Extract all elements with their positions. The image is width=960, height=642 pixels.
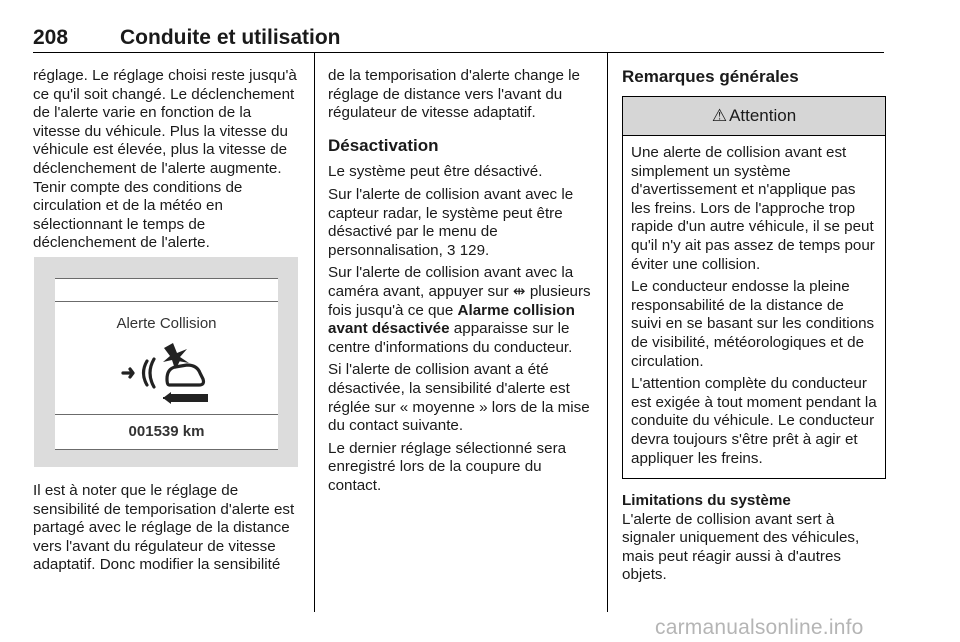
attention-paragraph-3: L'attention complète du conducteur est exigée à tout moment pendant la conduite du véhicule. Le conducteur devra toujours s'être prêt à agir et appliquer les freins. <box>631 375 877 467</box>
col2-paragraph-5: Si l'alerte de collision avant a été désactivée, la sensibilité d'alerte est réglée sur « moyenne » lors de la mise du contact suivante. <box>328 361 590 435</box>
button-icon: ⇹ <box>512 282 526 300</box>
col2-paragraph-4-text-a: Sur l'alerte de collision avant avec la caméra avant, appuyer sur <box>328 264 574 300</box>
page-reference-link[interactable]: 3 129. <box>447 241 490 259</box>
display-title: Alerte Collision <box>116 315 217 332</box>
display-panel <box>55 278 278 450</box>
page-number: 208 <box>33 26 69 49</box>
limitations-section <box>622 492 884 585</box>
display-line-top <box>55 301 278 302</box>
attention-paragraph-2: Le conducteur endosse la pleine responsabilité de la distance de suivi en se basant sur les conditions de visibilité, météorologiques et de circulation. <box>631 278 875 370</box>
deactivated-message: Alarme collision avant désactivée <box>328 301 575 338</box>
col2-paragraph-4 <box>328 264 593 357</box>
attention-body <box>623 136 885 478</box>
collision-alert-icon <box>117 339 217 411</box>
col2-paragraph-3 <box>328 186 593 260</box>
col2-paragraph-4-text-b: plusieurs fois jusqu'à ce que <box>328 282 591 319</box>
header-rule <box>33 52 884 53</box>
col2-paragraph-3-text: Sur l'alerte de collision avant avec le capteur radar, le système peut être désactivé par le menu de personnalisation, <box>328 185 574 259</box>
deactivation-heading: Désactivation <box>328 135 439 155</box>
remarks-heading: Remarques générales <box>622 67 799 86</box>
col2-paragraph-1: de la temporisation d'alerte change le réglage de distance vers l'avant du régulateur de vitesse adaptatif. <box>328 67 580 122</box>
col2-paragraph-2: Le système peut être désactivé. <box>328 163 543 181</box>
display-line-bottom <box>55 414 278 415</box>
attention-header <box>623 97 885 136</box>
column-2 <box>328 67 593 499</box>
odometer-readout: 001539 km <box>128 423 205 440</box>
col2-paragraph-6: Le dernier réglage sélectionné sera enregistré lors de la coupure du contact. <box>328 439 567 494</box>
col2-paragraph-4-text-c: apparaisse sur le centre d'informations du conducteur. <box>328 320 573 356</box>
attention-title: Attention <box>729 106 797 125</box>
col1-paragraph-2: Il est à noter que le réglage de sensibilité de temporisation d'alerte est partagé avec le réglage de la distance vers l'avant du régulateur de vitesse adaptatif. Donc modifier la sensibilité <box>33 482 295 574</box>
column-divider-1 <box>314 52 315 612</box>
column-divider-2 <box>607 52 608 612</box>
section-title: Conduite et utilisation <box>120 26 341 49</box>
col1-paragraph-1: réglage. Le réglage choisi reste jusqu'à ce qu'il soit changé. Le déclenchement de l'alerte varie en fonction de la vitesse du véhicule. Plus la vitesse du véhicule est élevée, plus la vitesse de déclenchement de l'alerte augmente. Tenir compte des conditions de circulation et de la météo en sélectionnant le temps de déclenchement de l'alerte. <box>33 67 297 252</box>
limitations-text: L'alerte de collision avant sert à signaler uniquement des véhicules, mais peut réagir aussi à d'autres objets. <box>622 510 860 584</box>
watermark: carmanualsonline.info <box>655 616 864 639</box>
column-1-lower <box>33 482 298 579</box>
warning-icon: ⚠ <box>711 106 728 125</box>
attention-box <box>622 96 886 479</box>
column-1 <box>33 67 298 257</box>
collision-alert-figure <box>34 257 298 467</box>
limitations-heading: Limitations du système <box>622 492 791 509</box>
attention-paragraph-1: Une alerte de collision avant est simplement un système d'avertissement et n'applique pas les freins. Lors de l'approche trop rapide d'un autre véhicule, il se peut qu'il n'y ait pas assez de temps pour éviter une collision. <box>631 144 875 273</box>
